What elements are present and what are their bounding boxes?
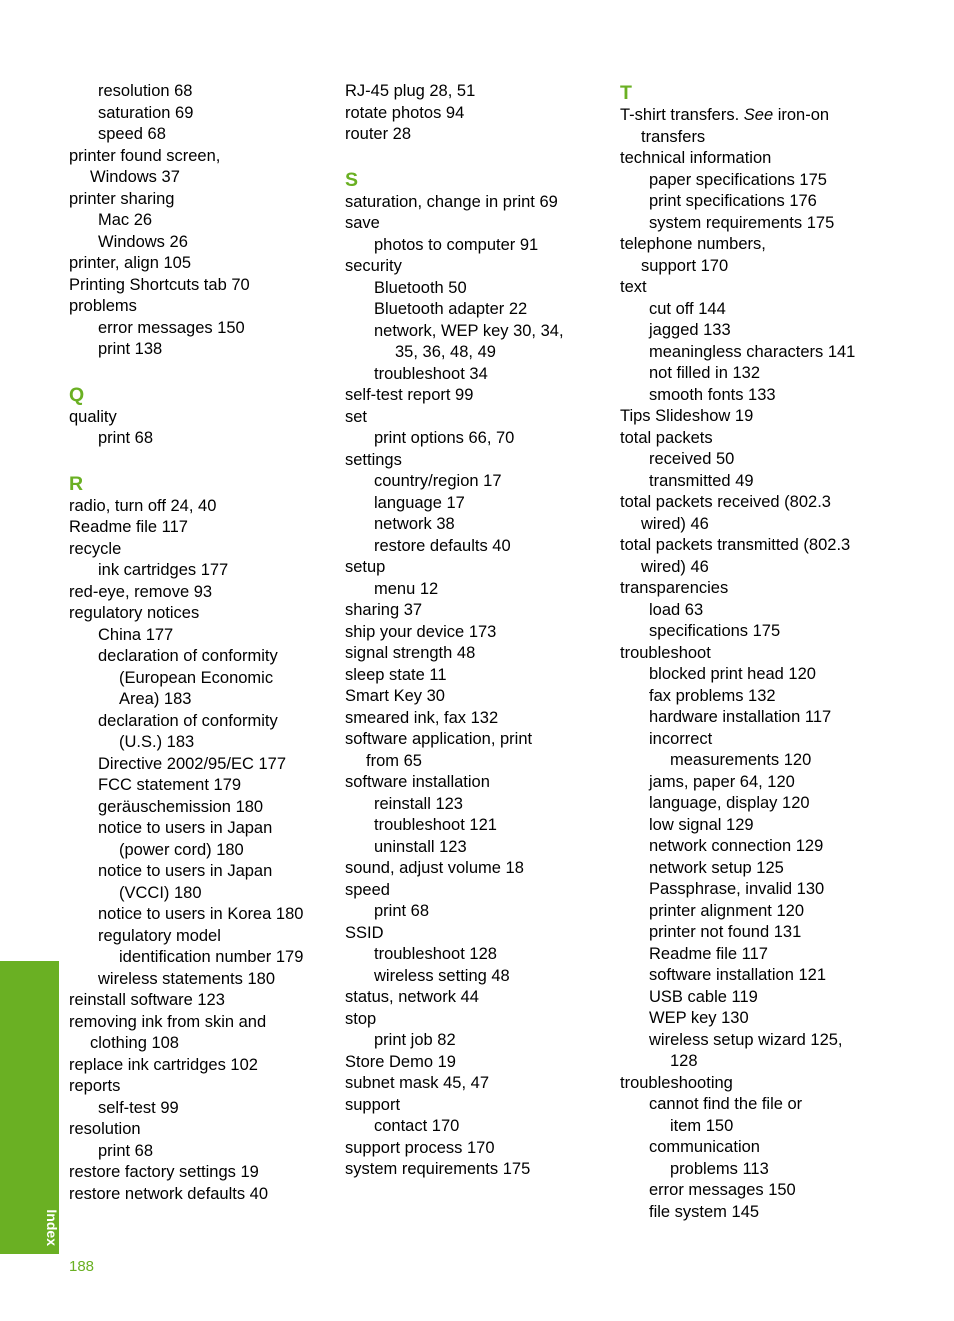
- index-subentry: troubleshoot 34: [374, 364, 488, 383]
- index-subentry: China 177: [98, 625, 174, 644]
- index-subentry: troubleshoot 128: [374, 945, 497, 963]
- index-subentry: print specifications 176: [649, 192, 817, 210]
- index-entry-continuation: (power cord) 180: [119, 840, 244, 859]
- index-entry: troubleshooting: [620, 1073, 733, 1092]
- index-subentry: blocked print head 120: [649, 665, 816, 683]
- index-entry: reports: [69, 1077, 121, 1095]
- index-subentry: menu 12: [374, 579, 439, 598]
- index-entry: total packets transmitted (802.3: [620, 536, 851, 554]
- index-subentry: regulatory model: [98, 926, 221, 945]
- index-subentry: restore defaults 40: [374, 536, 511, 555]
- index-entry: Store Demo 19: [345, 1052, 456, 1071]
- index-entry: smeared ink, fax 132: [345, 708, 499, 727]
- side-tab: [0, 961, 59, 1254]
- index-entry: removing ink from skin and: [69, 1012, 267, 1031]
- index-subentry: Directive 2002/95/EC 177: [98, 754, 287, 773]
- index-subentry: print 68: [98, 1141, 154, 1160]
- index-subentry: language 17: [374, 493, 465, 512]
- index-subentry: language, display 120: [649, 794, 810, 812]
- index-column-1: [69, 81, 339, 1205]
- index-entry: speed: [345, 880, 390, 899]
- index-subentry: incorrect: [649, 729, 713, 748]
- index-entry: troubleshoot: [620, 643, 711, 662]
- index-entry: recycle: [69, 539, 122, 558]
- index-entry: transparencies: [620, 579, 729, 597]
- index-subentry: printer not found 131: [649, 923, 802, 941]
- index-subentry: communication: [649, 1138, 760, 1156]
- index-entry: Readme file 117: [69, 518, 188, 536]
- index-subentry: network, WEP key 30, 34,: [374, 321, 564, 340]
- index-subentry: speed 68: [98, 125, 166, 143]
- index-subentry: meaningless characters 141: [649, 342, 856, 361]
- index-entry-continuation: problems 113: [670, 1159, 769, 1178]
- index-entry: replace ink cartridges 102: [69, 1055, 258, 1074]
- index-entry: sound, adjust volume 18: [345, 859, 524, 877]
- index-entry: saturation, change in print 69: [345, 192, 558, 211]
- index-entry: settings: [345, 450, 402, 469]
- index-subentry: jagged 133: [649, 321, 731, 339]
- index-subentry: declaration of conformity: [98, 647, 278, 665]
- index-entry: resolution: [69, 1120, 141, 1138]
- section-gap: [69, 361, 339, 382]
- index-entry-continuation: from 65: [366, 751, 422, 770]
- index-entry: total packets received (802.3: [620, 493, 831, 511]
- index-entry: printer sharing: [69, 189, 175, 208]
- index-subentry: ink cartridges 177: [98, 561, 229, 579]
- index-subentry: print job 82: [374, 1031, 456, 1049]
- index-subentry: jams, paper 64, 120: [649, 772, 795, 791]
- index-subentry: network connection 129: [649, 837, 824, 855]
- section-gap: [345, 146, 615, 167]
- index-subentry: cut off 144: [649, 299, 726, 318]
- index-entry: system requirements 175: [345, 1160, 531, 1178]
- index-entry-continuation: 35, 36, 48, 49: [395, 343, 496, 361]
- index-entry: support process 170: [345, 1138, 495, 1157]
- index-subentry: smooth fonts 133: [649, 385, 776, 404]
- index-subentry: print 68: [98, 429, 154, 447]
- index-subentry: network setup 125: [649, 858, 784, 877]
- index-entry: regulatory notices: [69, 604, 200, 622]
- index-entry: telephone numbers,: [620, 235, 766, 253]
- index-subentry: Bluetooth adapter 22: [374, 300, 528, 318]
- index-subentry: notice to users in Japan: [98, 819, 273, 837]
- index-entry-continuation: support 170: [641, 256, 729, 275]
- index-subentry: error messages 150: [98, 318, 245, 337]
- index-subentry: paper specifications 175: [649, 170, 827, 189]
- index-entry-continuation: wired) 46: [641, 514, 709, 533]
- index-entry: quality: [69, 407, 117, 426]
- index-subentry: USB cable 119: [649, 987, 758, 1006]
- index-subentry: geräuschemission 180: [98, 797, 264, 816]
- index-entry: printer found screen,: [69, 146, 221, 165]
- index-entry: set: [345, 407, 368, 426]
- index-entry: save: [345, 214, 380, 232]
- index-entry: total packets: [620, 428, 713, 447]
- index-subentry: software installation 121: [649, 966, 827, 984]
- index-entry: technical information: [620, 149, 772, 167]
- index-entry: stop: [345, 1009, 377, 1028]
- see-reference: See: [743, 106, 774, 124]
- index-entry: text: [620, 278, 647, 296]
- index-entry-continuation: Windows 37: [90, 168, 180, 186]
- section-letter-r: R: [69, 472, 84, 495]
- section-letter-s: S: [345, 168, 359, 191]
- index-entry: status, network 44: [345, 988, 479, 1006]
- index-entry: sleep state 11: [345, 665, 447, 684]
- index-subentry: printer alignment 120: [649, 901, 805, 920]
- index-subentry: photos to computer 91: [374, 235, 539, 254]
- index-subentry: wireless setup wizard 125,: [649, 1030, 843, 1049]
- index-entry-text: T-shirt transfers.: [620, 106, 744, 124]
- index-entry: Smart Key 30: [345, 687, 445, 705]
- index-subentry: print 138: [98, 340, 163, 358]
- index-subentry: wireless setting 48: [374, 966, 510, 985]
- index-entry-continuation: (European Economic: [119, 668, 274, 687]
- index-entry-continuation: measurements 120: [670, 751, 812, 769]
- index-subentry: saturation 69: [98, 103, 194, 122]
- index-subentry: system requirements 175: [649, 213, 835, 232]
- index-subentry: error messages 150: [649, 1181, 796, 1199]
- index-entry: SSID: [345, 923, 384, 942]
- index-entry: signal strength 48: [345, 644, 476, 662]
- index-subentry: Bluetooth 50: [374, 278, 467, 297]
- index-subentry: notice to users in Japan: [98, 862, 273, 880]
- index-subentry: uninstall 123: [374, 837, 467, 856]
- index-subentry: Passphrase, invalid 130: [649, 880, 825, 898]
- index-subentry: cannot find the file or: [649, 1095, 803, 1113]
- index-subentry: load 63: [649, 600, 704, 619]
- index-entry: self-test report 99: [345, 386, 474, 404]
- index-subentry: WEP key 130: [649, 1009, 749, 1027]
- index-column-3: [620, 81, 890, 1223]
- index-entry: software application, print: [345, 730, 533, 748]
- index-subentry: not filled in 132: [649, 364, 760, 382]
- index-entry: [620, 105, 890, 127]
- index-entry: software installation: [345, 773, 490, 791]
- index-entry: problems: [69, 297, 137, 315]
- index-entry: Tips Slideshow 19: [620, 407, 754, 425]
- index-entry: reinstall software 123: [69, 991, 225, 1009]
- index-subentry: wireless statements 180: [98, 969, 275, 988]
- index-entry: printer, align 105: [69, 254, 192, 272]
- index-subentry: Readme file 117: [649, 944, 768, 963]
- index-subentry: fax problems 132: [649, 686, 776, 705]
- index-entry: rotate photos 94: [345, 103, 465, 122]
- index-entry-continuation: item 150: [670, 1116, 734, 1135]
- side-tab-label: Index: [44, 1209, 60, 1246]
- index-entry: radio, turn off 24, 40: [69, 496, 217, 515]
- index-subentry: Windows 26: [98, 232, 188, 251]
- index-subentry: network 38: [374, 515, 455, 533]
- index-entry-text: iron-on: [773, 106, 830, 124]
- index-subentry: received 50: [649, 450, 735, 468]
- index-subentry: transmitted 49: [649, 471, 754, 490]
- index-entry-continuation: wired) 46: [641, 557, 709, 576]
- index-subentry: declaration of conformity: [98, 711, 278, 730]
- index-entry: red-eye, remove 93: [69, 582, 213, 601]
- index-subentry: self-test 99: [98, 1098, 179, 1117]
- index-entry: restore network defaults 40: [69, 1184, 269, 1203]
- section-gap: [69, 450, 339, 471]
- index-entry-continuation: (VCCI) 180: [119, 883, 202, 902]
- page-number: 188: [69, 1258, 95, 1275]
- index-entry: router 28: [345, 125, 412, 143]
- index-subentry: resolution 68: [98, 82, 193, 100]
- index-entry: RJ-45 plug 28, 51: [345, 82, 476, 100]
- index-entry-continuation: 128: [670, 1052, 698, 1070]
- index-entry-continuation: transfers: [641, 127, 706, 146]
- index-entry: restore factory settings 19: [69, 1163, 259, 1181]
- index-entry: security: [345, 257, 402, 275]
- index-column-2: [345, 81, 615, 1181]
- index-entry: sharing 37: [345, 601, 423, 619]
- index-subentry: troubleshoot 121: [374, 816, 497, 834]
- index-subentry: reinstall 123: [374, 794, 463, 813]
- index-entry-continuation: clothing 108: [90, 1034, 179, 1052]
- index-subentry: Mac 26: [98, 211, 153, 229]
- index-entry: ship your device 173: [345, 622, 497, 641]
- index-subentry: notice to users in Korea 180: [98, 905, 304, 923]
- index-entry: Printing Shortcuts tab 70: [69, 275, 250, 294]
- index-subentry: print options 66, 70: [374, 429, 515, 447]
- index-subentry: file system 145: [649, 1202, 760, 1221]
- index-subentry: hardware installation 117: [649, 708, 832, 726]
- index-entry: setup: [345, 558, 386, 576]
- index-entry: support: [345, 1095, 401, 1114]
- index-entry-continuation: Area) 183: [119, 690, 192, 708]
- section-letter-q: Q: [69, 383, 85, 406]
- index-subentry: specifications 175: [649, 622, 781, 640]
- index-subentry: country/region 17: [374, 472, 502, 490]
- index-entry-continuation: identification number 179: [119, 948, 304, 966]
- index-subentry: FCC statement 179: [98, 776, 242, 794]
- index-subentry: low signal 129: [649, 815, 754, 834]
- index-entry-continuation: (U.S.) 183: [119, 733, 195, 751]
- index-entry: subnet mask 45, 47: [345, 1074, 490, 1092]
- index-subentry: contact 170: [374, 1117, 460, 1135]
- index-subentry: print 68: [374, 902, 430, 920]
- section-letter-t: T: [620, 82, 632, 104]
